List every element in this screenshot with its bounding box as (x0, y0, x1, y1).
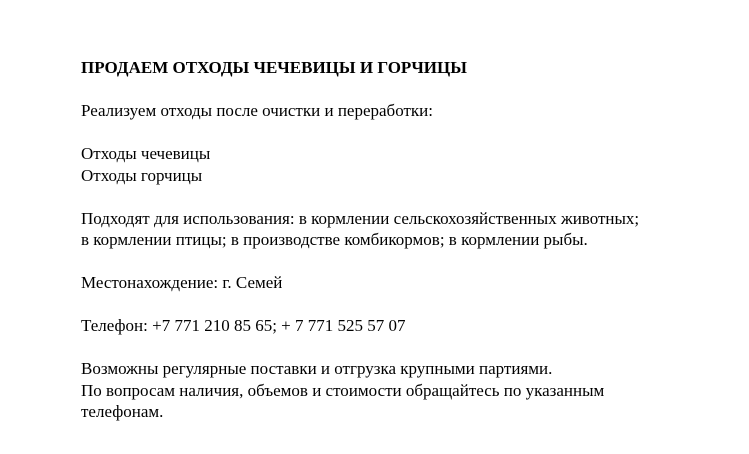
usage-text (81, 208, 721, 251)
spacer (81, 337, 721, 359)
document-title: ПРОДАЕМ ОТХОДЫ ЧЕЧЕВИЦЫ И ГОРЧИЦЫ (81, 58, 467, 77)
closing-line: телефонам. (81, 402, 164, 421)
closing-text (81, 358, 721, 423)
product-list (81, 143, 721, 186)
intro-text: Реализуем отходы после очистки и переработки: (81, 101, 433, 120)
closing-line: По вопросам наличия, объемов и стоимости обращайтесь по указанным (81, 380, 605, 400)
spacer (81, 79, 721, 101)
document-body (81, 57, 721, 423)
closing-line: Возможны регулярные поставки и отгрузка крупными партиями. (81, 359, 553, 378)
spacer (81, 186, 721, 208)
phone-text: Телефон: +7 771 210 85 65; + 7 771 525 57 07 (81, 316, 406, 335)
spacer (81, 122, 721, 144)
spacer (81, 294, 721, 316)
usage-line: Подходят для использования: в кормлении сельскохозяйственных животных; (81, 208, 640, 228)
location-text: Местонахождение: г. Семей (81, 273, 283, 292)
product-item: Отходы чечевицы (81, 144, 211, 163)
product-item: Отходы горчицы (81, 165, 203, 185)
spacer (81, 251, 721, 273)
usage-line: в кормлении птицы; в производстве комбикормов; в кормлении рыбы. (81, 230, 588, 249)
